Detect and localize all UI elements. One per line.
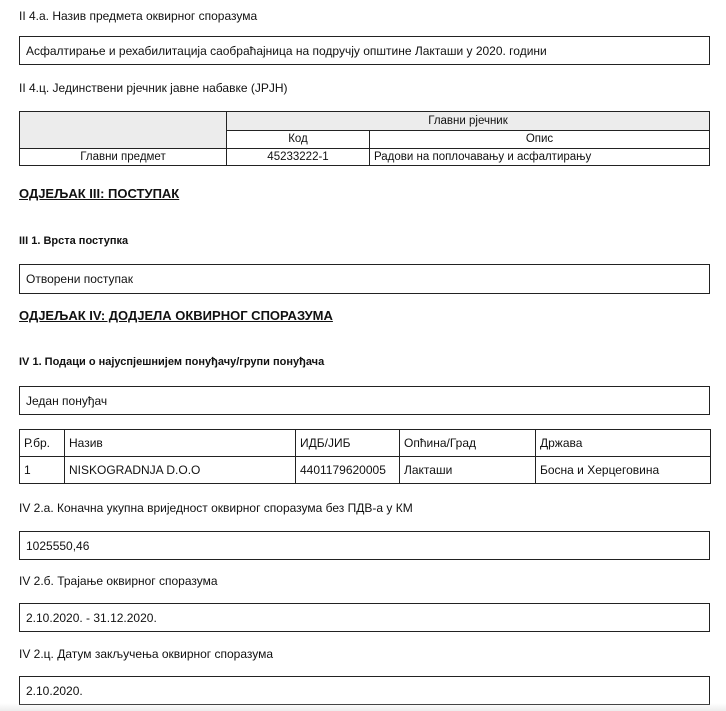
cell-name: NISKOGRADNJA D.O.O bbox=[65, 457, 296, 484]
cpv-code-value: 45233222-1 bbox=[227, 149, 370, 166]
section-iii-title: ОДЈЕЉАК III: ПОСТУПАК bbox=[19, 186, 180, 201]
table-header-row bbox=[20, 430, 711, 457]
table-row bbox=[20, 457, 711, 484]
duration-field bbox=[19, 603, 710, 632]
cell-country: Босна и Херцеговина bbox=[536, 457, 711, 484]
final-value-label: IV 2.а. Коначна укупна вриједност оквирног споразума без ПДВ-а у КМ bbox=[19, 501, 413, 515]
cell-municipality: Лакташи bbox=[400, 457, 536, 484]
cell-rbr: 1 bbox=[20, 457, 65, 484]
cpv-label: II 4.ц. Јединствени рјечник јавне набавке (ЈРЈН) bbox=[19, 81, 288, 95]
cell-idb: 4401179620005 bbox=[296, 457, 400, 484]
duration-value: 2.10.2020. - 31.12.2020. bbox=[26, 610, 157, 625]
procedure-type-value: Отворени поступак bbox=[26, 272, 133, 286]
cpv-row-label: Главни предмет bbox=[20, 149, 227, 166]
cpv-table bbox=[19, 111, 710, 166]
cpv-code-header: Код bbox=[227, 130, 370, 149]
cpv-group-header: Главни рјечник bbox=[227, 112, 710, 131]
bidder-type-field bbox=[19, 386, 710, 415]
final-value-field bbox=[19, 531, 710, 560]
conclusion-date-field bbox=[19, 676, 710, 705]
procedure-type-field bbox=[19, 264, 710, 294]
contract-subject-value: Асфалтирање и рехабилитација саобраћајница на подручју општине Лакташи у 2020. години bbox=[26, 43, 547, 58]
col-header-municipality: Опћина/Град bbox=[400, 430, 536, 457]
contract-subject-field bbox=[19, 36, 710, 65]
col-header-country: Држава bbox=[536, 430, 711, 457]
section-iv-title: ОДЈЕЉАК IV: ДОДЈЕЛА ОКВИРНОГ СПОРАЗУМА bbox=[19, 308, 333, 323]
cpv-empty-cell bbox=[20, 112, 227, 149]
bidder-type-value: Један понуђач bbox=[26, 393, 108, 408]
procedure-type-label: III 1. Врста поступка bbox=[19, 235, 129, 247]
col-header-name: Назив bbox=[65, 430, 296, 457]
contract-subject-label: II 4.а. Назив предмета оквирног споразума bbox=[19, 9, 258, 23]
cpv-desc-header: Опис bbox=[370, 130, 710, 149]
bidder-table bbox=[19, 429, 711, 484]
col-header-rbr: Р.бр. bbox=[20, 430, 65, 457]
conclusion-date-label: IV 2.ц. Датум закључења оквирног споразума bbox=[19, 647, 274, 661]
duration-label: IV 2.б. Трајање оквирног споразума bbox=[19, 574, 218, 588]
page-bottom-shadow bbox=[0, 703, 726, 711]
bidder-info-label: IV 1. Подаци о најуспјешнијем понуђачу/групи понуђача bbox=[19, 356, 325, 368]
cpv-desc-value: Радови на поплочавању и асфалтирању bbox=[370, 149, 710, 166]
col-header-idb: ИДБ/ЈИБ bbox=[296, 430, 400, 457]
final-value-value: 1025550,46 bbox=[26, 538, 90, 553]
conclusion-date-value: 2.10.2020. bbox=[26, 683, 83, 698]
